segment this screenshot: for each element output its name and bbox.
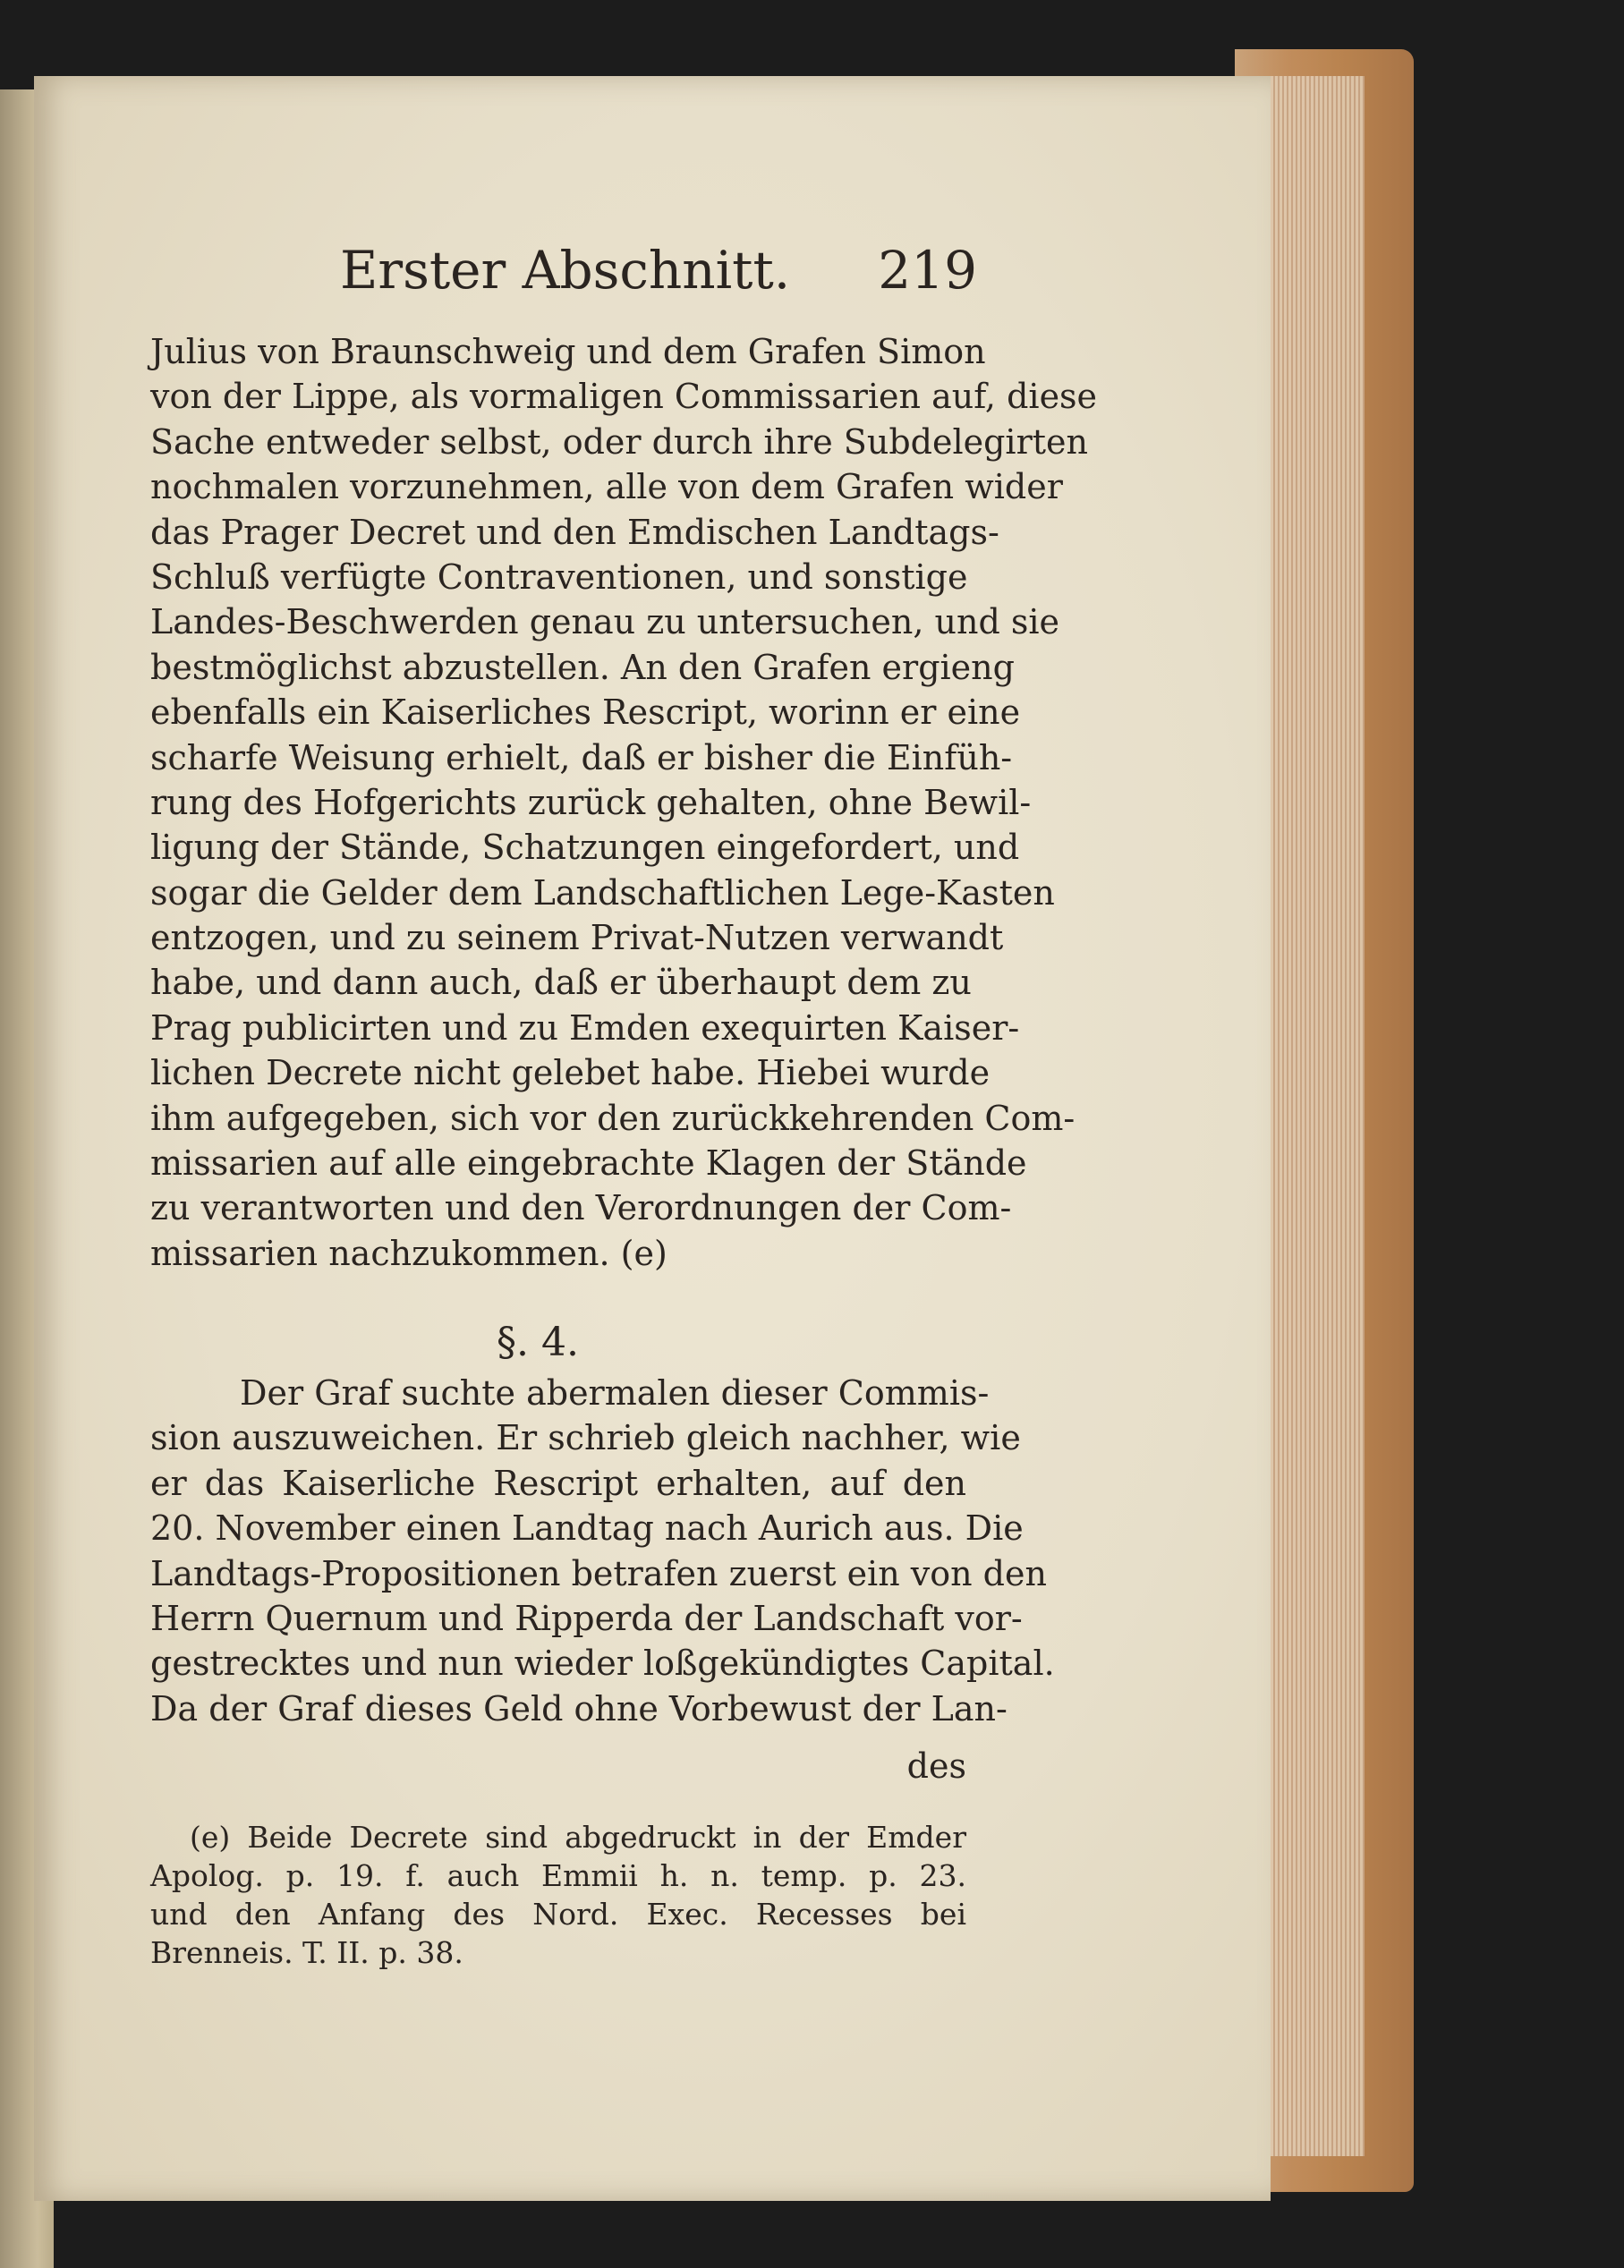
text-line: er das Kaiserliche Rescript erhalten, auf den [150,1463,966,1503]
text-line: 20. November einen Landtag nach Aurich aus. Die [150,1508,1024,1549]
text-line: sion auszuweichen. Er schrieb gleich nachher, wie [150,1418,1021,1458]
text-line: habe, und dann auch, daß er überhaupt dem zu [150,963,972,1003]
text-line: lichen Decrete nicht gelebet habe. Hiebei wurde [150,1053,991,1093]
text-line: missarien auf alle eingebrachte Klagen der Stände [150,1143,1027,1184]
text-line: Herrn Quernum und Ripperda der Landschaft vor- [150,1598,1023,1638]
text-line: sogar die Gelder dem Landschaftlichen Lege-Kasten [150,872,1055,913]
text-line: von der Lippe, als vormaligen Commissarien auf, diese [150,377,1098,417]
page-edges [1257,76,1365,2156]
text-line: Julius von Braunschweig und dem Grafen Simon [150,332,986,371]
text-line: zu verantworten und den Verordnungen der Com- [150,1188,1012,1228]
text-line: das Prager Decret und den Emdischen Landtags- [150,512,999,552]
text-line: gestrecktes und nun wieder loßgekündigtes Capital. [150,1644,1055,1684]
section-heading: §. 4. [497,1320,579,1365]
page-number: 219 [878,240,977,301]
text-line: Da der Graf dieses Geld ohne Vorbewust der Lan- [150,1688,1008,1729]
text-line: Prag publicirten und zu Emden exequirten Kaiser- [150,1007,1020,1048]
text-line: Der Graf suchte abermalen dieser Commis- [240,1373,990,1413]
running-title: Erster Abschnitt. [340,240,791,301]
text-line: Schluß verfügte Contraventionen, und sonstige [150,556,968,597]
footnote [150,1818,966,1972]
footnote-line: und den Anfang des Nord. Exec. Recesses bei [150,1897,966,1932]
paragraph-1 [150,329,1098,1276]
text-line: nochmalen vorzunehmen, alle von dem Grafen wider [150,467,1063,507]
footnote-line: (e) Beide Decrete sind abgedruckt in der Emder [190,1820,966,1855]
text-line: ebenfalls ein Kaiserliches Rescript, worinn er eine [150,692,1021,733]
text-line: bestmöglichst abzustellen. An den Grafen ergieng [150,647,1015,687]
footnote-line: Apolog. p. 19. f. auch Emmii h. n. temp. p. 23. [150,1858,966,1893]
paragraph-2 [150,1371,1055,1731]
footnote-line: Brenneis. T. II. p. 38. [150,1935,463,1970]
running-header [340,240,984,311]
text-line: ligung der Stände, Schatzungen eingefordert, und [150,828,1020,868]
text-line: ihm aufgegeben, sich vor den zurückkehrenden Com- [150,1098,1076,1138]
text-line: Sache entweder selbst, oder durch ihre Subdelegirten [150,421,1088,462]
text-line: scharfe Weisung erhielt, daß er bisher die Einfüh- [150,737,1013,777]
text-line: entzogen, und zu seinem Privat-Nutzen verwandt [150,918,1004,958]
text-line: rung des Hofgerichts zurück gehalten, ohne Bewil- [150,782,1032,822]
text-line: Landes-Beschwerden genau zu untersuchen, und sie [150,602,1060,642]
text-line: missarien nachzukommen. (e) [150,1233,667,1273]
text-line: Landtags-Propositionen betrafen zuerst ein von den [150,1553,1047,1593]
catchword: des [906,1746,966,1786]
